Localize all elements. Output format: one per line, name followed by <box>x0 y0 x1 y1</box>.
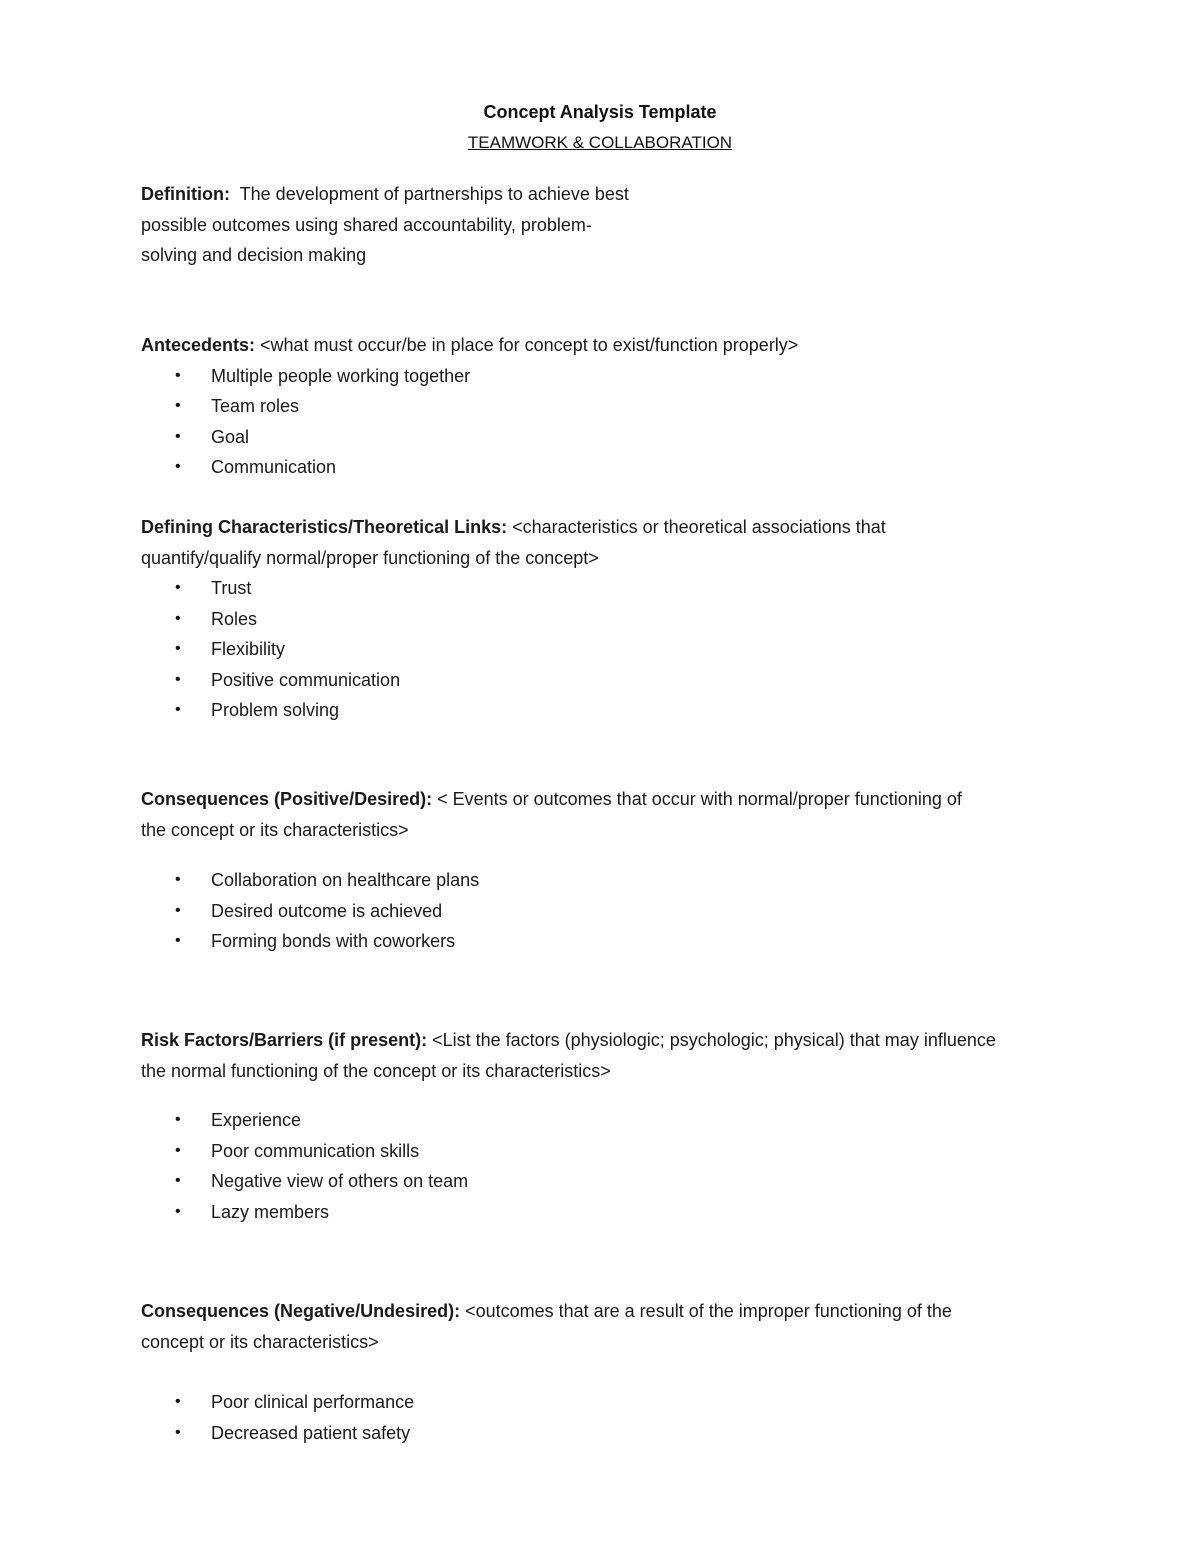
list-item <box>141 634 1061 665</box>
negative-prompt-1: <outcomes that are a result of the improper functioning of the <box>460 1301 952 1321</box>
negative-heading <box>141 1296 1061 1357</box>
list-item-text: Poor communication skills <box>211 1140 420 1161</box>
list-item-text: Experience <box>211 1110 302 1130</box>
list-item-text: Positive communication <box>211 669 401 690</box>
document-subtitle: TEAMWORK & COLLABORATION <box>467 133 733 152</box>
list-item <box>141 1166 1061 1197</box>
bullet-icon: • <box>175 1141 181 1159</box>
negative-label: Consequences (Negative/Undesired): <box>141 1301 461 1321</box>
risk-heading <box>141 1025 1061 1086</box>
defining-list <box>141 573 1061 726</box>
bullet-icon: • <box>175 1202 181 1220</box>
positive-line-1 <box>141 784 1061 815</box>
list-item-text: Lazy members <box>211 1201 330 1222</box>
list-item-text: Trust <box>211 578 252 598</box>
risk-list <box>141 1105 1061 1227</box>
negative-prompt-2: concept or its characteristics> <box>141 1331 379 1352</box>
defining-label: Defining Characteristics/Theoretical Links: <box>141 517 508 537</box>
risk-prompt-1: <List the factors (physiologic; psychologic; physical) that may influence <box>427 1030 996 1050</box>
list-item <box>141 926 1061 957</box>
definition-line-3: solving and decision making <box>141 245 367 265</box>
positive-prompt-2: the concept or its characteristics> <box>141 819 409 840</box>
positive-heading <box>141 784 1061 845</box>
bullet-icon: • <box>175 458 181 475</box>
definition-paragraph <box>141 179 1061 271</box>
antecedents-section <box>141 330 1061 483</box>
list-item-text: Communication <box>211 457 337 477</box>
negative-consequences-section <box>141 1296 1061 1357</box>
antecedents-list <box>141 361 1061 483</box>
list-item-text: Poor clinical performance <box>211 1392 415 1412</box>
list-item <box>141 361 1061 392</box>
positive-label: Consequences (Positive/Desired): <box>141 789 433 809</box>
bullet-icon: • <box>175 1423 181 1441</box>
defining-prompt-2: quantify/qualify normal/proper functioning of the concept> <box>141 547 599 568</box>
bullet-icon: • <box>175 871 181 888</box>
list-item <box>141 452 1061 483</box>
document-title: Concept Analysis Template <box>483 102 717 122</box>
risk-factors-section <box>141 1025 1061 1086</box>
list-item-text: Forming bonds with coworkers <box>211 931 456 951</box>
list-item-text: Negative view of others on team <box>211 1171 469 1191</box>
antecedents-prompt: <what must occur/be in place for concept to exist/function properly> <box>255 335 799 355</box>
list-item <box>141 1105 1061 1136</box>
bullet-icon: • <box>175 1393 181 1410</box>
risk-line-1 <box>141 1025 1061 1056</box>
bullet-icon: • <box>175 579 181 596</box>
negative-list <box>141 1387 1061 1448</box>
risk-list-container <box>141 1105 1061 1227</box>
bullet-icon: • <box>175 397 181 414</box>
defining-characteristics-section <box>141 512 1061 726</box>
risk-prompt-2: the normal functioning of the concept or its characteristics> <box>141 1060 611 1081</box>
bullet-icon: • <box>175 640 181 657</box>
list-item <box>141 391 1061 422</box>
list-item-text: Goal <box>211 426 250 447</box>
bullet-icon: • <box>175 670 181 688</box>
list-item-text: Desired outcome is achieved <box>211 900 443 921</box>
positive-prompt-1: < Events or outcomes that occur with normal/proper functioning of <box>432 789 962 809</box>
list-item-text: Problem solving <box>211 700 340 720</box>
list-item <box>141 1197 1061 1228</box>
antecedents-label: Antecedents: <box>141 335 256 355</box>
positive-list-container <box>141 865 1061 957</box>
list-item-text: Team roles <box>211 396 300 416</box>
definition-text-1: The development of partnerships to achieve best <box>229 184 629 204</box>
definition-label: Definition: <box>141 184 230 204</box>
bullet-icon: • <box>175 366 181 384</box>
list-item <box>141 1136 1061 1167</box>
list-item <box>141 865 1061 896</box>
bullet-icon: • <box>175 901 181 919</box>
list-item <box>141 1387 1061 1418</box>
defining-heading <box>141 512 1061 573</box>
bullet-icon: • <box>175 932 181 949</box>
bullet-icon: • <box>175 1111 181 1128</box>
list-item-text: Roles <box>211 608 258 629</box>
list-item <box>141 1418 1061 1449</box>
antecedents-heading <box>141 330 1061 361</box>
positive-list <box>141 865 1061 957</box>
negative-list-container <box>141 1387 1061 1448</box>
defining-prompt-1: <characteristics or theoretical associations that <box>507 517 886 537</box>
list-item <box>141 422 1061 453</box>
list-item <box>141 573 1061 604</box>
risk-label: Risk Factors/Barriers (if present): <box>141 1030 428 1050</box>
list-item-text: Collaboration on healthcare plans <box>211 870 480 890</box>
list-item <box>141 896 1061 927</box>
list-item-text: Multiple people working together <box>211 365 471 386</box>
bullet-icon: • <box>175 1172 181 1189</box>
bullet-icon: • <box>175 427 181 445</box>
negative-line-1 <box>141 1296 1061 1327</box>
list-item-text: Decreased patient safety <box>211 1422 411 1443</box>
bullet-icon: • <box>175 701 181 718</box>
defining-line-1 <box>141 512 1061 543</box>
list-item <box>141 695 1061 726</box>
list-item <box>141 604 1061 635</box>
definition-line-2: possible outcomes using shared accountability, problem- <box>141 214 592 235</box>
list-item-text: Flexibility <box>211 639 286 659</box>
definition-line-1 <box>141 179 1061 210</box>
definition-section <box>141 179 1061 271</box>
list-item <box>141 665 1061 696</box>
bullet-icon: • <box>175 609 181 627</box>
positive-consequences-section <box>141 784 1061 845</box>
